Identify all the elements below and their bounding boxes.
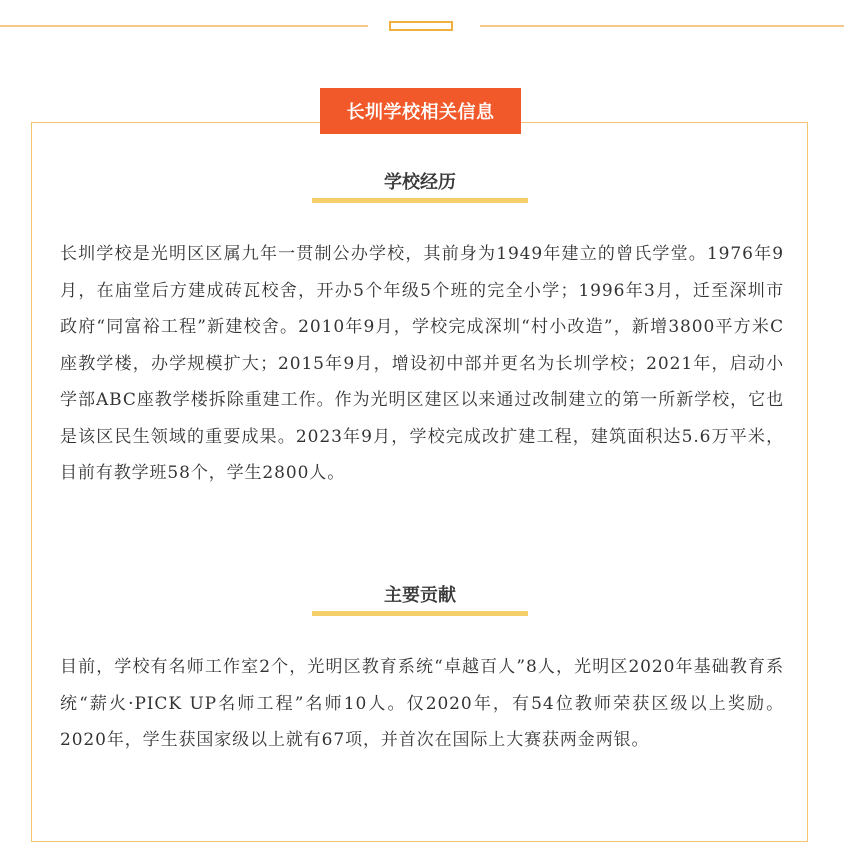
top-divider-ornament [389,21,453,31]
history-title: 学校经历 [384,172,456,193]
history-paragraph: 长圳学校是光明区区属九年一贯制公办学校，其前身为1949年建立的曾氏学堂。1976年9月，在庙堂后方建成砖瓦校舍，开办5个年级5个班的完全小学；1996年3月，迁至深圳市政府“同富裕工程”新建校舍。2010年9月，学校完成深圳“村小改造”，新增3800平方米C座教学楼，办学规模扩大；2015年9月，增设初中部并更名为长圳学校；2021年，启动小学部ABC座教学楼拆除重建工作。作为光明区建区以来通过改制建立的第一所新学校，它也是该区民生领域的重要成果。2023年9月，学校完成改扩建工程，建筑面积达5.6万平米，目前有教学班58个，学生2800人。 [60,244,784,483]
contribution-title: 主要贡献 [384,585,456,606]
contribution-title-underline [312,611,528,616]
history-title-underline [312,198,528,203]
section-banner: 长圳学校相关信息 [320,88,521,134]
top-divider-left [0,25,368,27]
contribution-paragraph: 目前，学校有名师工作室2个，光明区教育系统“卓越百人”8人，光明区2020年基础教育系统“薪火·PICK UP名师工程”名师10人。仅2020年，有54位教师荣获区级以上奖励。2020年，学生获国家级以上就有67项，并首次在国际上大赛获两金两银。 [60,657,784,750]
top-divider-right [480,25,844,27]
